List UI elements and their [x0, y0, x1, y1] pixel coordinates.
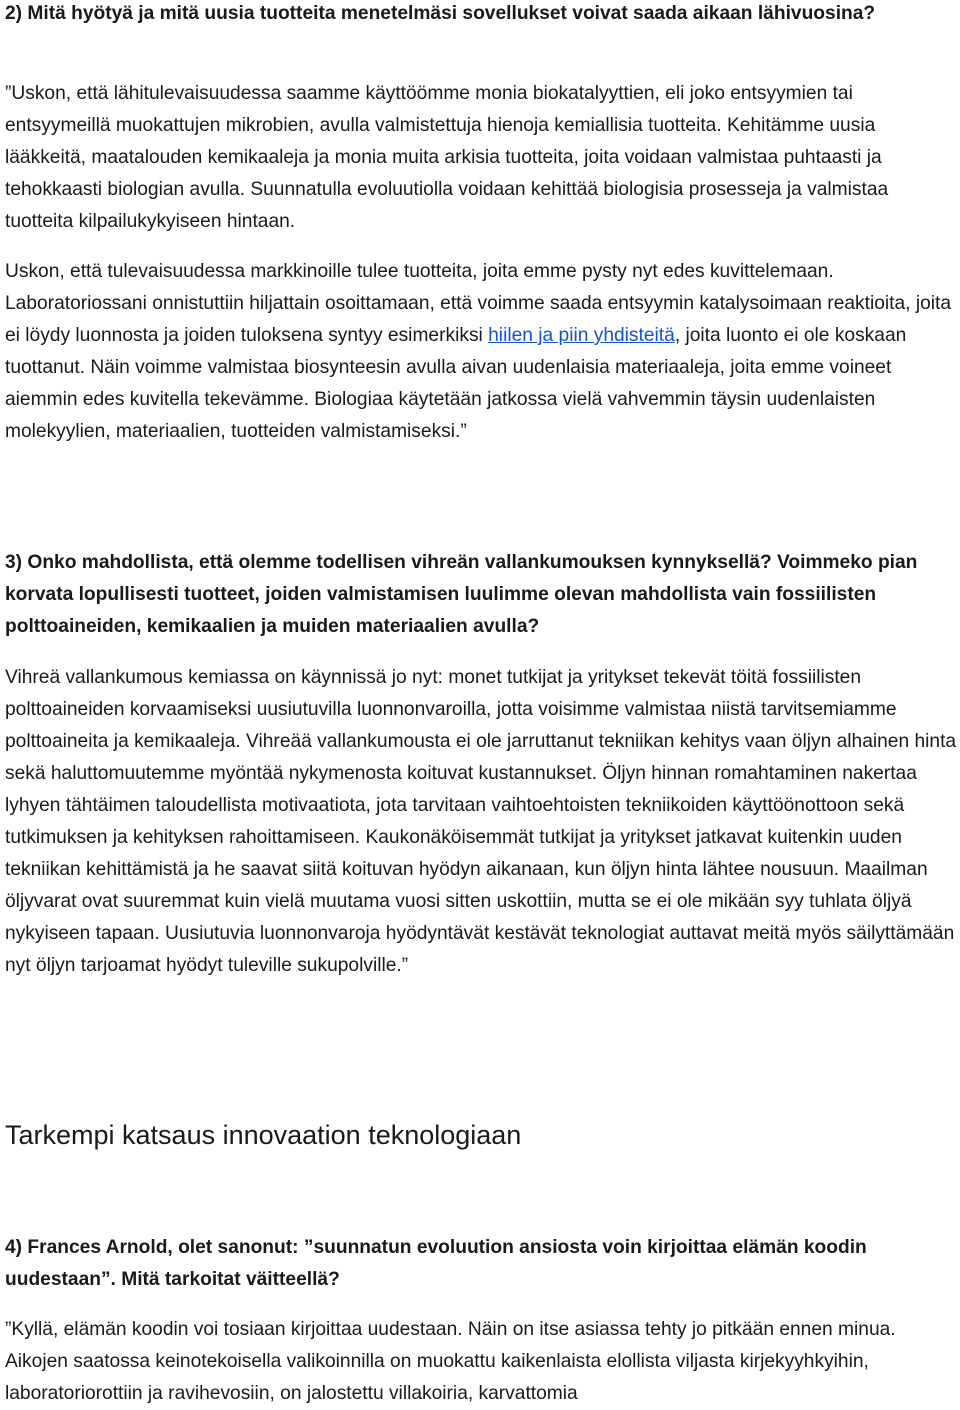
question-4: 4) Frances Arnold, olet sanonut: ”suunnatun evoluution ansiosta voin kirjoittaa elämän koodin uudestaan”. Mitä tarkoitat väitteellä? — [5, 1237, 867, 1290]
answer-2-paragraph-1: ”Uskon, että lähitulevaisuudessa saamme käyttöömme monia biokatalyyttien, eli joko entsyymien tai entsyymeillä muokattujen mikrobien, avulla valmistettuja hienoja kemiallisia tuotteita. Kehitämme uusia lääkkeitä, maatalouden kemikaaleja ja monia muita arkisia tuotteita, joita voidaan valmistaa puhtaasti ja tehokkaasti biologian avulla. Suunnatulla evoluutiolla voidaan kehittää biologisia prosesseja ja valmistaa tuotteita kilpailukykyiseen hintaan. — [5, 83, 889, 232]
section-heading: Tarkempi katsaus innovaation teknologiaan — [5, 1120, 522, 1150]
answer-2-text-before-link: Uskon, että tulevaisuudessa markkinoille tulee tuotteita, joita emme pysty nyt edes kuvittelemaan. Laboratoriossani onnistuttiin hiljattain osoittamaan, että voimme saada entsyymin katalysoimaan reaktioita, joita ei löydy luonnosta ja joiden tuloksena syntyy esimerkiksi — [5, 261, 952, 346]
answer-2-paragraph-2 — [5, 256, 957, 448]
carbon-silicon-compounds-link[interactable]: hiilen ja piin yhdisteitä — [488, 325, 675, 346]
answer-2-text-after-link: , joita luonto ei ole koskaan tuottanut. Näin voimme valmistaa biosynteesin avulla aivan uudenlaisia materiaaleja, joita emme voineet aiemmin edes kuvitella tekevämme. Biologiaa käytetään jatkossa vielä vahvemmin täysin uudenlaisten molekyylien, materiaalien, tuotteiden valmistamiseksi.” — [5, 325, 907, 442]
answer-4-paragraph-1: ”Kyllä, elämän koodin voi tosiaan kirjoittaa uudestaan. Näin on itse asiassa tehty jo pitkään ennen minua. Aikojen saatossa keinotekoisella valikoinnilla on muokattu kaikenlaista elollista viljasta kirjekyyhkyihin, laboratoriorottiin ja ravihevosiin, on jalostettu villakoiria, karvattomia — [5, 1319, 896, 1404]
question-2: 2) Mitä hyötyä ja mitä uusia tuotteita menetelmäsi sovellukset voivat saada aikaan lähivuosina? — [5, 3, 876, 24]
question-3: 3) Onko mahdollista, että olemme todellisen vihreän vallankumouksen kynnyksellä? Voimmeko pian korvata lopullisesti tuotteet, joiden valmistamisen luulimme olevan mahdollista vain fossiilisten polttoaineiden, kemikaalien ja muiden materiaalien avulla? — [5, 552, 918, 637]
answer-3-paragraph-1: Vihreä vallankumous kemiassa on käynnissä jo nyt: monet tutkijat ja yritykset tekevät töitä fossiilisten polttoaineiden korvaamiseksi uusiutuvilla luonnonvaroilla, jotta voisimme valmistaa niistä tarvitsemiamme polttoaineita ja kemikaaleja. Vihreää vallankumousta ei ole jarruttanut tekniikan kehitys vaan öljyn alhainen hinta sekä haluttomuutemme myöntää nykymenosta koituvat kustannukset. Öljyn hinnan romahtaminen nakertaa lyhyen tähtäimen taloudellista motivaatiota, jota tarvitaan vaihtoehtoisten tekniikoiden käyttöönottoon sekä tutkimuksen ja kehityksen rahoittamiseen. Kaukonäköisemmät tutkijat ja yritykset jatkavat kuitenkin uuden tekniikan kehittämistä ja he saavat siitä koituvan hyödyn aikanaan, kun öljyn hinta lähtee nousuun. Maailman öljyvarat ovat suuremmat kuin vielä muutama vuosi sitten uskottiin, mutta se ei ole mikään syy tuhlata öljyä nykyiseen tapaan. Uusiutuvia luonnonvaroja hyödyntävät kestävät teknologiat auttavat meitä myös säilyttämään nyt öljyn tarjoamat hyödyt tuleville sukupolville.” — [5, 667, 957, 976]
